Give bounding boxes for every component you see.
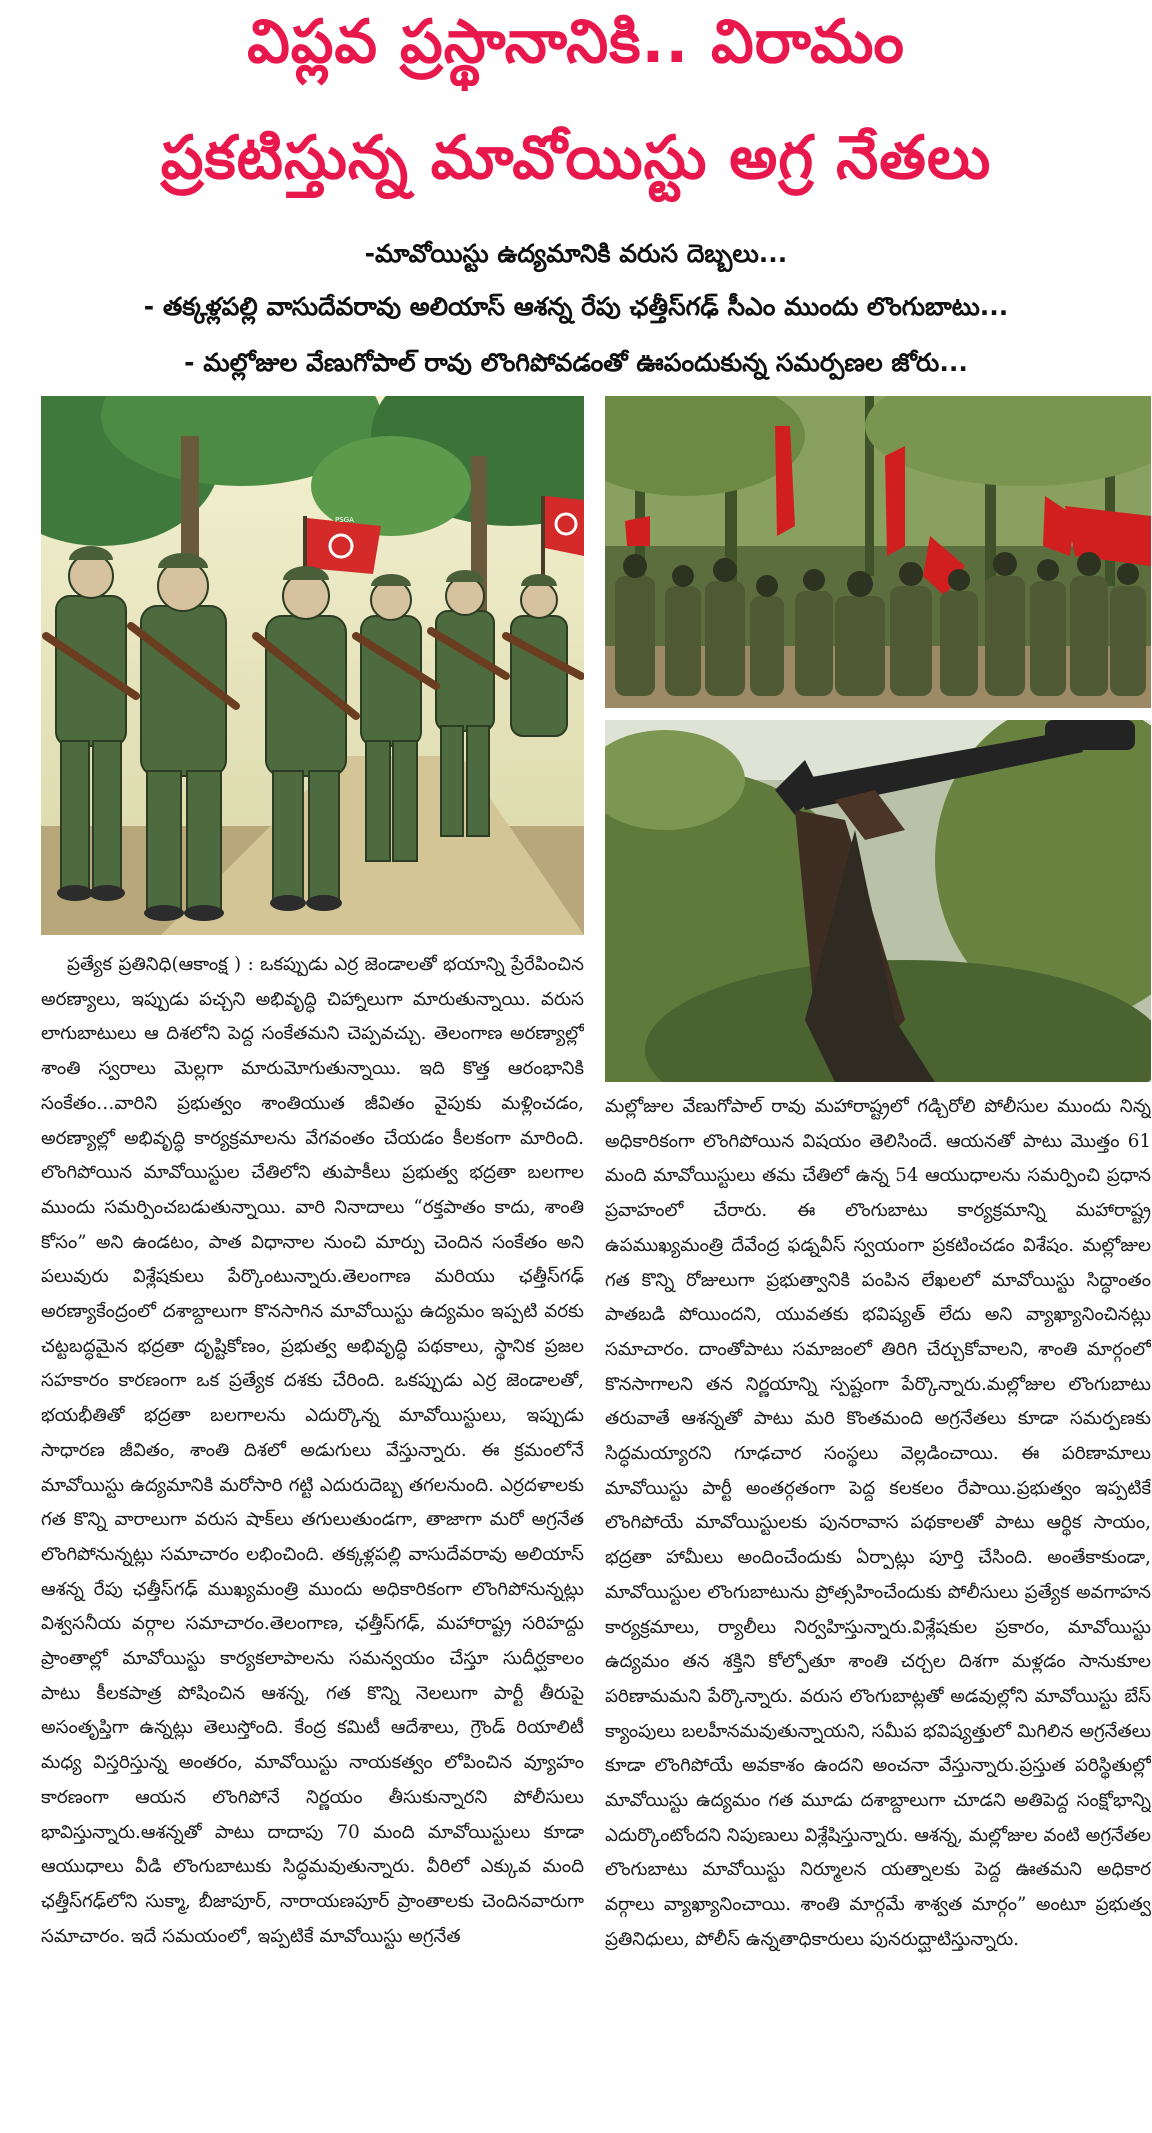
photo-raised-rifle bbox=[605, 720, 1151, 1082]
photo-gathering-art bbox=[605, 396, 1151, 708]
article-column-left: ప్రత్యేక ప్రతినిధి(ఆకాంక్ష ) : ఒకప్పుడు ఎర్ర జెండాలతో భయాన్ని ప్రేరేపించిన అరణ్యాలు, ఇప్పుడు పచ్చని అభివృద్ధి చిహ్నాలుగా మారుతున్నాయి. వరుస లాగుబాటులు ఆ దిశలోని పెద్ద సంకేతమని చెప్పవచ్చు. తెలంగాణ అరణ్యాల్లో శాంతి స్వరాలు మెల్లగా మారుమోగుతున్నాయి. ఇది కొత్త ఆరంభానికి సంకేతం…వారిని ప్రభుత్వం శాంతియుత జీవితం వైపుకు మళ్లించడం, అరణ్యాల్లో అభివృద్ధి కార్యక్రమాలను వేగవంతం చేయడం కీలకంగా మారింది. లొంగిపోయిన మావోయిస్టుల చేతిలోని తుపాకీలు ప్రభుత్వ భద్రతా బలగాల ముందు సమర్పించబడుతున్నాయి. వారి నినాదాలు “రక్తపాతం కాదు, శాంతి కోసం” అని ఉండటం, పాత విధానాల నుంచి మార్పు చెందిన సంకేతం అని పలువురు విశ్లేషకులు పేర్కొంటున్నారు.తెలంగాణ మరియు ఛత్తీస్‌గఢ్ అరణ్యాకేంద్రంలో దశాబ్దాలుగా కొనసాగిన మావోయిస్టు ఉద్యమం ఇప్పటి వరకు చట్టబద్ధమైన భద్రతా దృష్టికోణం, ప్రభుత్వ అభివృద్ధి పథకాలు, స్థానిక ప్రజల సహకారం కారణంగా ఒక ప్రత్యేక దశకు చేరింది. ఒకప్పుడు ఎర్ర జెండాలతో, భయభీతితో భద్రతా బలగాలను ఎదుర్కొన్న మావోయిస్టులు, ఇప్పుడు సాధారణ జీవితం, శాంతి దిశలో అడుగులు వేస్తున్నారు. ఈ క్రమంలోనే మావోయిస్టు ఉద్యమానికి మరోసారి గట్టి ఎదురుదెబ్బ తగలనుంది. ఎర్రదళాలకు గత కొన్ని వారాలుగా వరుస షాక్‌లు తగులుతుండగా, తాజాగా మరో అగ్రనేత లొంగిపోనున్నట్లు సమాచారం లభించింది. తక్కళ్లపల్లి వాసుదేవరావు అలియాస్ ఆశన్న రేపు ఛత్తీస్‌గఢ్ ముఖ్యమంత్రి ముందు అధికారికంగా లొంగిపోనున్నట్లు విశ్వసనీయ వర్గాల సమాచారం.తెలంగాణ, ఛత్తీస్‌గఢ్, మహారాష్ట్ర సరిహద్దు ప్రాంతాల్లో మావోయిస్టు కార్యకలాపాలను సమన్వయం చేస్తూ సుదీర్ఘకాలం పాటు కీలకపాత్ర పోషించిన ఆశన్న, గత కొన్ని నెలలుగా పార్టీ తీరుపై అసంతృప్తిగా ఉన్నట్లు తెలుస్తోంది. కేంద్ర కమిటీ ఆదేశాలు, గ్రౌండ్ రియాలిటీ మధ్య విస్తరిస్తున్న అంతరం, మావోయిస్టు నాయకత్వం లోపించిన వ్యూహం కారణంగా ఆయన లొంగిపోనే నిర్ణయం తీసుకున్నారని పోలీసులు భావిస్తున్నారు.ఆశన్నతో పాటు దాదాపు 70 మంది మావోయిస్టులు కూడా ఆయుధాలు వీడి లొంగుబాటుకు సిద్ధమవుతున్నారు. వీరిలో ఎక్కువ మంది ఛత్తీస్‌గఢ్‌లోని సుక్మా, బీజాపూర్, నారాయణపూర్ ప్రాంతాలకు చెందినవారుగా సమాచారం. ఇదే సమయంలో, ఇప్పటికే మావోయిస్టు అగ్రనేత bbox=[41, 954, 584, 1947]
headline-line-1: విప్లవ ప్రస్థానానికి.. విరామం bbox=[247, 7, 905, 77]
subheadline-2: - తక్కళ్లపల్లి వాసుదేవరావు అలియాస్ ఆశన్న రేపు ఛత్తీస్‌గఢ్ సీఎం ముందు లొంగుబాటు... bbox=[143, 292, 1009, 321]
headline-line-2: ప్రకటిస్తున్న మావోయిస్టు అగ్ర నేతలు bbox=[160, 123, 992, 193]
photo-rifle-art bbox=[605, 720, 1151, 1082]
photo-gathering-red-flags bbox=[605, 396, 1151, 708]
article-column-right: మల్లోజుల వేణుగోపాల్ రావు మహారాష్ట్రలో గడ్చిరోలి పోలీసుల ముందు నిన్న అధికారికంగా లొంగిపోయిన విషయం తెలిసిందే. ఆయనతో పాటు మొత్తం 61 మంది మావోయిస్టులు తమ చేతిలో ఉన్న 54 ఆయుధాలను సమర్పించి ప్రధాన ప్రవాహంలో చేరారు. ఈ లొంగుబాటు కార్యక్రమాన్ని మహారాష్ట్ర ఉపముఖ్యమంత్రి దేవేంద్ర ఫడ్నవీస్ స్వయంగా ప్రకటించడం విశేషం. మల్లోజుల గత కొన్ని రోజులుగా ప్రభుత్వానికి పంపిన లేఖలలో మావోయిస్టు సిద్ధాంతం పాతబడి పోయిందని, యువతకు భవిష్యత్ లేదు అని వ్యాఖ్యానించినట్లు సమాచారం. దాంతోపాటు సమాజంలో తిరిగి చేర్చుకోవాలని, శాంతి మార్గంలో కొనసాగాలని తన నిర్ణయాన్ని స్పష్టంగా పేర్కొన్నారు.మల్లోజుల లొంగుబాటు తరువాతే ఆశన్నతో పాటు మరి కొంతమంది అగ్రనేతలు కూడా సమర్పణకు సిద్ధమయ్యారని గూఢచార సంస్థలు వెల్లడించాయి. ఈ పరిణామాలు మావోయిస్టు పార్టీ అంతర్గతంగా పెద్ద కలకలం రేపాయి.ప్రభుత్వం ఇప్పటికే లొంగిపోయే మావోయిస్టులకు పునరావాస పథకాలతో పాటు ఆర్థిక సాయం, భద్రతా హామీలు అందించేందుకు ఏర్పాట్లు పూర్తి చేసింది. అంతేకాకుండా, మావోయిస్టుల లొంగుబాటును ప్రోత్సహించేందుకు పోలీసులు ప్రత్యేక అవగాహన కార్యక్రమాలు, ర్యాలీలు నిర్వహిస్తున్నారు.విశ్లేషకుల ప్రకారం, మావోయిస్టు ఉద్యమం తన శక్తిని కోల్పోతూ శాంతి చర్చల దిశగా మళ్లడం సానుకూల పరిణామమని పేర్కొన్నారు. వరుస లొంగుబాట్లతో అడవుల్లోని మావోయిస్టు బేస్ క్యాంపులు బలహీనమవుతున్నాయని, సమీప భవిష్యత్తులో మిగిలిన అగ్రనేతలు కూడా లొంగిపోయే అవకాశం ఉందని అంచనా వేస్తున్నారు.ప్రస్తుత పరిస్థితుల్లో మావోయిస్టు ఉద్యమం గత మూడు దశాబ్దాలుగా చూడని అతిపెద్ద సంక్షోభాన్ని ఎదుర్కొంటోందని నిపుణులు విశ్లేషిస్తున్నారు. ఆశన్న, మల్లోజుల వంటి అగ్రనేతల లొంగుబాటు మావోయిస్టు నిర్మూలన యత్నాలకు పెద్ద ఊతమని అధికార వర్గాలు వ్యాఖ్యానించాయి. శాంతి మార్గమే శాశ్వత మార్గం” అంటూ ప్రభుత్వ ప్రతినిధులు, పోలీస్ ఉన్నతాధికారులు పునరుద్ఘాటిస్తున్నారు. bbox=[605, 1096, 1151, 1950]
flag-text: PSGA bbox=[335, 516, 354, 524]
illustration-marching-cadres bbox=[41, 396, 584, 935]
illustration-art bbox=[41, 396, 584, 935]
subheadline-3: - మల్లోజుల వేణుగోపాల్ రావు లొంగిపోవడంతో ఊపందుకున్న సమర్పణల జోరు... bbox=[184, 348, 968, 377]
subheadline-1: -మావోయిస్టు ఉద్యమానికి వరుస దెబ్బలు... bbox=[364, 239, 788, 268]
